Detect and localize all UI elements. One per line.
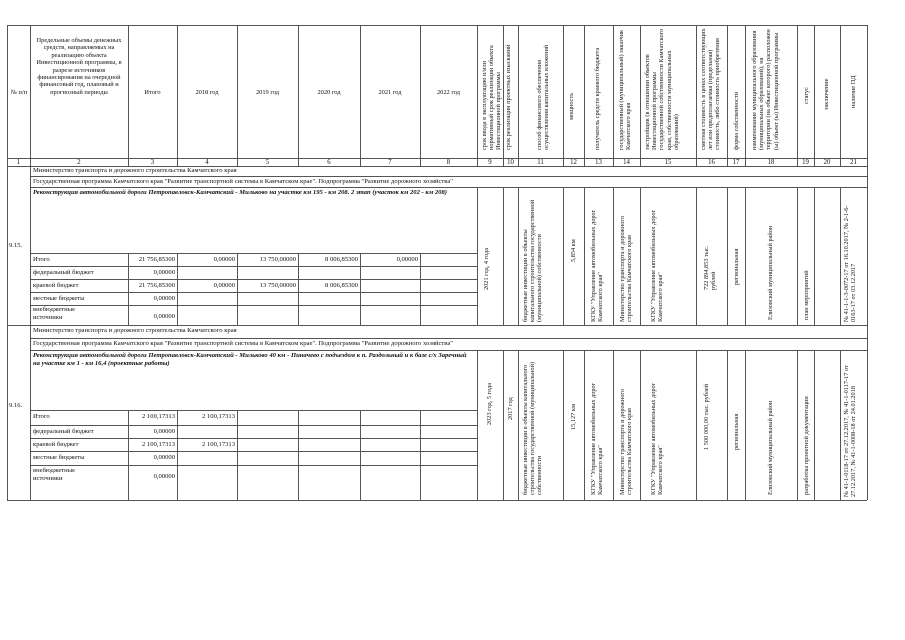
pd-cell: № 41-1-0118-17 от 27.12.2017, № 41-1-0117-17 от 27.12.2017, № 41-1-0008-18 от 24.01.2018 — [843, 365, 858, 497]
col-number: 18 — [767, 159, 775, 166]
rule — [30, 176, 867, 177]
col9-header: срок ввода в эксплуатацию и/или нормативный срок реализации объекта Инвестиционной программы — [481, 45, 503, 150]
status-cell: план мероприятий — [803, 270, 810, 320]
col-number: 1 — [16, 159, 21, 166]
total-value: 21 756,85300 — [138, 256, 175, 263]
rule — [30, 425, 477, 426]
rule — [745, 350, 746, 500]
rule — [840, 187, 841, 326]
col10-header: срок реализации проектных изысканий — [505, 44, 512, 150]
rule — [563, 187, 564, 326]
municipality-cell: Елизовский муниципальный район — [767, 225, 774, 320]
rule — [613, 187, 614, 326]
col-number: 17 — [732, 159, 740, 166]
finance-label: внебюджетные источники — [33, 306, 76, 321]
col15-header: застройщик (в отношении объектов Инвестиционной программы государственной собственности Камчатского края, собственности муниципальных образований) — [644, 28, 680, 150]
rule — [7, 325, 867, 326]
rule — [420, 410, 421, 500]
rule — [727, 187, 728, 326]
total-value: 21 756,85300 — [138, 282, 175, 289]
rule — [797, 25, 798, 166]
col-number: 2 — [77, 159, 81, 166]
rule — [696, 350, 697, 500]
col-number: 7 — [388, 159, 392, 166]
cost-cell: 722 894,853 тыс. рублей — [703, 245, 718, 290]
col-number: 16 — [708, 159, 715, 166]
total-value: 0,00000 — [153, 313, 175, 320]
object-title: Реконструкция автомобильной дороги Петропавловск-Камчатский - Мильково на участке км 195 - км 208. 2 этап (участок км 202 - км 208) — [33, 189, 447, 196]
col-year-2020: 2020 год — [317, 89, 341, 96]
rule — [30, 465, 477, 466]
program-line: Государственная программа Камчатского края "Развитие транспортной системы в Камчатском крае". Подпрограмма "Развитие дорожного хозяйства" — [33, 178, 453, 185]
finance-label: краевой бюджет — [33, 441, 79, 448]
rule — [298, 410, 299, 500]
col-number: 20 — [823, 159, 831, 166]
col-year-2022: 2022 год — [436, 89, 461, 96]
cost-cell: 1 500 000,00 тыс. рублей — [703, 383, 710, 450]
municipality-cell: Елизовский муниципальный район — [767, 400, 774, 495]
col13-header: получатель средств краевого бюджета — [594, 47, 601, 150]
col21-header: наличие ПД — [850, 75, 857, 108]
rule — [30, 253, 477, 254]
finance-label: федеральный бюджет — [33, 428, 94, 435]
design-period-cell: 2017 год — [507, 397, 514, 420]
rule — [745, 187, 746, 326]
ministry-line: Министерство транспорта и дорожного строительства Камчатского края — [33, 327, 237, 334]
rule — [727, 25, 728, 166]
col-number: 4 — [205, 159, 209, 166]
finance-label: краевой бюджет — [33, 282, 79, 289]
finance-label: внебюджетные источники — [33, 467, 76, 482]
rule — [30, 451, 477, 452]
rule — [503, 350, 504, 500]
row-number: 9.16. — [9, 402, 23, 409]
col-number: 19 — [802, 159, 809, 166]
col-no-header: № п/п — [10, 89, 28, 96]
total-value: 0,00000 — [153, 295, 175, 302]
value-2018: 0,00000 — [213, 256, 235, 263]
rule — [477, 187, 478, 326]
rule — [613, 25, 614, 166]
rule — [867, 25, 868, 500]
value-2019: 13 750,00000 — [259, 256, 296, 263]
finance-label: Итого — [33, 413, 50, 420]
developer-cell: КГКУ "Управление автомобильных дорог Камчатского края" — [650, 209, 665, 322]
rule — [696, 187, 697, 326]
col19-header: статус — [803, 87, 810, 104]
customer-cell: Министерство транспорта и дорожного строительства Камчатского края — [619, 389, 634, 495]
rule — [563, 350, 564, 500]
recipient-cell: КГКУ "Управление автомобильных дорог Камчатского края" — [590, 382, 605, 495]
recipient-cell: КГКУ "Управление автомобильных дорог Камчатского края" — [590, 209, 605, 322]
rule — [298, 253, 299, 326]
financing-method-cell: бюджетные инвестиции в объекты капитального строительства государственной (муниципальной) собственности — [522, 199, 544, 322]
rule — [584, 25, 585, 166]
rule — [7, 500, 867, 501]
value-2021: 0,00000 — [396, 256, 418, 263]
col-number: 6 — [327, 159, 331, 166]
col12-header: мощность — [568, 92, 575, 120]
total-value: 0,00000 — [153, 473, 175, 480]
total-value: 2 100,17313 — [142, 413, 175, 420]
total-value: 0,00000 — [153, 428, 175, 435]
rule — [797, 187, 798, 326]
value-2019: 13 750,00000 — [259, 282, 296, 289]
rule — [745, 25, 746, 166]
customer-cell: Министерство транспорта и дорожного строительства Камчатского края — [619, 216, 634, 322]
col-number: 9 — [488, 159, 492, 166]
rule — [30, 338, 867, 339]
col-number: 14 — [623, 159, 630, 166]
rule — [814, 350, 815, 500]
col-number: 5 — [265, 159, 270, 166]
rule — [30, 279, 477, 280]
col-number: 15 — [664, 159, 672, 166]
deadline-cell: 2021 год, 4 года — [483, 247, 490, 290]
value-2018: 2 100,17313 — [202, 413, 235, 420]
col-total-header: Итого — [144, 89, 161, 96]
capacity-cell: 15,127 км — [570, 404, 577, 430]
value-2020: 8 006,85300 — [325, 256, 358, 263]
rule — [584, 187, 585, 326]
rule — [30, 187, 867, 188]
col-year-2021: 2021 год — [378, 89, 402, 96]
rule — [420, 253, 421, 326]
rule — [30, 266, 477, 267]
rule — [360, 410, 361, 500]
rule — [237, 410, 238, 500]
col14-header: государственный (муниципальный) заказчик Камчатского края — [618, 29, 633, 150]
col-number: 3 — [150, 159, 155, 166]
object-title: Реконструкция автомобильной дороги Петропавловск-Камчатский - Мильково 40 км - Пиначево с подъездом к п. Раздольный и к базе с/х Заречный на участке км 1 - км 16,4 (проектные работы) — [33, 352, 467, 367]
col20-header: заключение — [823, 78, 830, 110]
col-number: 11 — [537, 159, 544, 166]
rule — [30, 438, 477, 439]
rule — [177, 410, 178, 500]
finance-label: федеральный бюджет — [33, 269, 94, 276]
finance-label: местные бюджеты — [33, 295, 85, 302]
rule — [30, 305, 477, 306]
rule — [30, 25, 31, 500]
rule — [30, 292, 477, 293]
deadline-cell: 2023 год, 5 года — [486, 382, 493, 425]
developer-cell: КГКУ "Управление автомобильных дорог Камчатского края" — [650, 382, 665, 495]
program-line: Государственная программа Камчатского края "Развитие транспортной системы в Камчатском крае". Подпрограмма "Развитие дорожного хозяйства" — [33, 340, 453, 347]
col16-header: сметная стоимость в ценах соответствующих лет или предполагаемая (предельная) стоимость, либо стоимость приобретения — [700, 28, 722, 150]
col-number: 13 — [595, 159, 602, 166]
value-2018: 0,00000 — [213, 282, 235, 289]
rule — [640, 350, 641, 500]
col18-header: наименование муниципального образования (муниципальных образований), на территории (на объект которого) расположен (ы) объект (ы) Инвестиционной программы — [751, 29, 780, 150]
financing-method-cell: бюджетные инвестиции в объекты капитального строительства государственной (муниципальной) собственности — [522, 361, 544, 495]
total-value: 2 100,17313 — [142, 441, 175, 448]
rule — [477, 25, 478, 166]
col-number: 12 — [570, 159, 577, 166]
rule — [477, 350, 478, 500]
capacity-cell: 5,854 км — [570, 239, 577, 262]
total-value: 0,00000 — [153, 454, 175, 461]
col17-header: форма собственности — [733, 92, 740, 150]
rule — [840, 25, 841, 166]
value-2020: 8 006,85300 — [325, 282, 358, 289]
rule — [518, 25, 519, 166]
rule — [503, 25, 504, 166]
rule — [613, 350, 614, 500]
rule — [640, 187, 641, 326]
rule — [360, 253, 361, 326]
rule — [696, 25, 697, 166]
rule — [814, 187, 815, 326]
rule — [563, 25, 564, 166]
rule — [177, 253, 178, 326]
rule — [814, 25, 815, 166]
col-year-2019: 2019 год — [255, 89, 280, 96]
col-number: 8 — [446, 159, 451, 166]
col-desc-header: Предельные объемы денежных средств, направляемых на реализацию объекта Инвестиционной программы, в разрезе источников финансирования на очередной финансовый год, плановый и прогнозный периоды — [36, 37, 122, 96]
rule — [797, 350, 798, 500]
status-cell: разработка проектной документации — [803, 396, 810, 495]
value-2018: 2 100,17313 — [202, 441, 235, 448]
finance-label: местные бюджеты — [33, 454, 85, 461]
rule — [7, 25, 867, 26]
col-number: 10 — [507, 159, 514, 166]
rule — [518, 350, 519, 500]
col11-header: способ финансового обеспечения осуществления капитальных вложений — [536, 44, 551, 150]
rule — [237, 253, 238, 326]
finance-label: Итого — [33, 256, 50, 263]
rule — [30, 350, 867, 351]
total-value: 0,00000 — [153, 269, 175, 276]
ministry-line: Министерство транспорта и дорожного строительства Камчатского края — [33, 167, 237, 174]
row-number: 9.15. — [9, 242, 23, 249]
rule — [840, 350, 841, 500]
ownership-cell: региональная — [733, 248, 740, 285]
col-number: 21 — [850, 159, 857, 166]
rule — [640, 25, 641, 166]
rule — [584, 350, 585, 500]
rule — [30, 410, 477, 411]
rule — [727, 350, 728, 500]
pd-cell: № 41-1-1-3-0072-17 от 16.10.2017, № 2-1-6-0163-17 от 03.12.2017 — [843, 205, 858, 322]
rule — [518, 187, 519, 326]
rule — [503, 187, 504, 326]
col-year-2018: 2018 год — [195, 89, 219, 96]
ownership-cell: региональная — [733, 413, 740, 450]
